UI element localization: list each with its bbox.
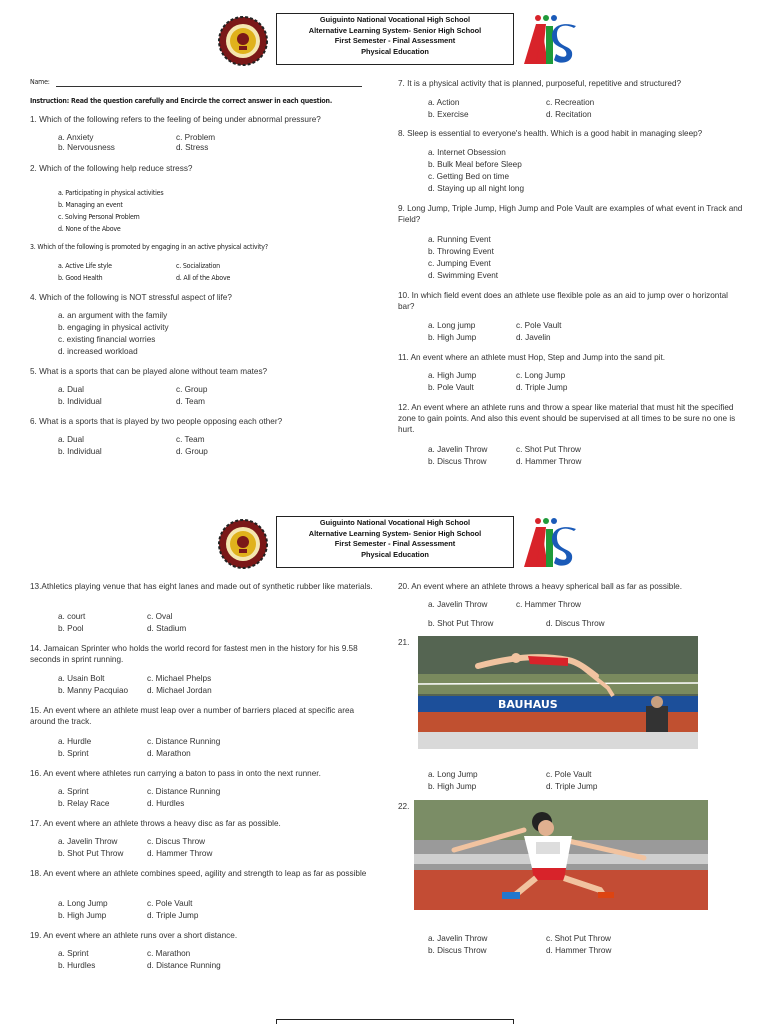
term: First Semester - Final Assessment (334, 36, 456, 46)
q12-option-c[interactable]: c. Shot Put Throw (516, 445, 581, 454)
question-10: 10. In which field event does an athlete use flexible pole as an aid to jump over o horizontal bar? (398, 291, 728, 311)
q8-option-c[interactable]: c. Getting Bed on time (428, 172, 510, 181)
q1-option-a[interactable]: a. Anxiety (58, 133, 94, 142)
question-19: 19. An event where an athlete runs over a short distance. (30, 931, 238, 940)
q14-option-c[interactable]: c. Michael Phelps (147, 674, 212, 683)
instruction: Instruction: Read the question carefully and Encircle the correct answer in each question. (30, 97, 333, 105)
q11-option-d[interactable]: d. Triple Jump (516, 383, 568, 392)
q22-option-c[interactable]: c. Shot Put Throw (546, 934, 611, 943)
q15-option-d[interactable]: d. Marathon (147, 749, 191, 758)
ad-banner-text: BAUHAUS (498, 698, 558, 711)
question-9: 9. Long Jump, Triple Jump, High Jump and Pole Vault are examples of what event in Track and Field? (398, 204, 743, 224)
q14-option-d[interactable]: d. Michael Jordan (147, 686, 212, 695)
question-18: 18. An event where an athlete combines speed, agility and strength to leap as far as possible (30, 869, 367, 878)
q1-option-b[interactable]: b. Nervousness (58, 143, 115, 152)
q21-option-d[interactable]: d. Triple Jump (546, 782, 598, 791)
q21-option-a[interactable]: a. Long Jump (428, 770, 478, 779)
q2-option-b[interactable]: b. Managing an event (58, 201, 123, 209)
question-4: 4. Which of the following is NOT stressful aspect of life? (30, 293, 232, 302)
question-17: 17. An event where an athlete throws a heavy disc as far as possible. (30, 819, 281, 828)
q5-option-c[interactable]: c. Group (176, 385, 208, 394)
q3-option-a[interactable]: a. Active Life style (58, 262, 112, 270)
q2-option-a[interactable]: a. Participating in physical activities (58, 189, 164, 197)
q17-option-c[interactable]: c. Discus Throw (147, 837, 206, 846)
question-8: 8. Sleep is essential to everyone's health. Which is a good habit in managing sleep? (398, 129, 703, 138)
subject-2: Physical Education (361, 549, 429, 559)
page-gap (0, 488, 768, 494)
q22-option-a[interactable]: a. Javelin Throw (428, 934, 488, 943)
q20-option-b[interactable]: b. Shot Put Throw (428, 619, 494, 628)
q3-option-d[interactable]: d. All of the Above (176, 274, 231, 282)
q15-option-a[interactable]: a. Hurdle (58, 737, 92, 746)
q16-option-d[interactable]: d. Hurdles (147, 799, 185, 808)
header-box-2 (276, 516, 514, 568)
q5-option-a[interactable]: a. Dual (58, 385, 84, 394)
q10-option-d[interactable]: d. Javelin (516, 333, 551, 342)
q22-option-d[interactable]: d. Hammer Throw (546, 946, 612, 955)
q7-option-d[interactable]: d. Recitation (546, 110, 592, 119)
school-name: Guiguinto National Vocational High School (319, 15, 471, 24)
q4-option-b[interactable]: b. engaging in physical activity (58, 323, 169, 332)
program-name-2: Alternative Learning System- Senior High School (308, 528, 482, 538)
als-logo (522, 14, 578, 66)
q18-option-d[interactable]: d. Triple Jump (147, 911, 199, 920)
q11-option-c[interactable]: c. Long Jump (516, 371, 566, 380)
q20-option-d[interactable]: d. Discus Throw (546, 619, 605, 628)
q10-option-b[interactable]: b. High Jump (428, 333, 477, 342)
q5-option-b[interactable]: b. Individual (58, 397, 102, 406)
q17-option-b[interactable]: b. Shot Put Throw (58, 849, 124, 858)
q11-option-a[interactable]: a. High Jump (428, 371, 477, 380)
q1-option-c[interactable]: c. Problem (176, 133, 216, 142)
q9-option-d[interactable]: d. Swimming Event (428, 271, 499, 280)
javelin-throw-photo (414, 800, 708, 910)
q17-option-d[interactable]: d. Hammer Throw (147, 849, 213, 858)
subject: Physical Education (361, 46, 429, 56)
q20-option-a[interactable]: a. Javelin Throw (428, 600, 488, 609)
q10-option-c[interactable]: c. Pole Vault (516, 321, 562, 330)
q9-option-c[interactable]: c. Jumping Event (428, 259, 491, 268)
q7-option-a[interactable]: a. Action (428, 98, 460, 107)
q14-option-b[interactable]: b. Manny Pacquiao (58, 686, 129, 695)
q16-option-b[interactable]: b. Relay Race (58, 799, 110, 808)
question-6: 6. What is a sports that is played by two people opposing each other? (30, 417, 283, 426)
q10-option-a[interactable]: a. Long jump (428, 321, 476, 330)
school-name-2: Guiguinto National Vocational High School (319, 518, 471, 527)
q6-option-a[interactable]: a. Dual (58, 435, 84, 444)
q20-option-c[interactable]: c. Hammer Throw (516, 600, 581, 609)
header-box (276, 13, 514, 65)
question-7: 7. It is a physical activity that is planned, purposeful, repetitive and structured? (398, 79, 682, 88)
header-box-3-edge (276, 1019, 514, 1024)
q8-option-a[interactable]: a. Internet Obsession (428, 148, 506, 157)
question-14: 14. Jamaican Sprinter who holds the world record for fastest men in the history for his 9.58 seconds in sprint running. (30, 644, 358, 664)
q17-option-a[interactable]: a. Javelin Throw (58, 837, 118, 846)
question-3: 3. Which of the following is promoted by engaging in an active physical activity? (30, 243, 268, 251)
name-line (56, 86, 362, 87)
q14-option-a[interactable]: a. Usain Bolt (58, 674, 105, 683)
question-15: 15. An event where an athlete must leap over a number of barriers placed at specific area around the track. (30, 706, 355, 726)
q3-option-c[interactable]: c. Socialization (176, 262, 220, 270)
q6-option-b[interactable]: b. Individual (58, 447, 102, 456)
q18-option-b[interactable]: b. High Jump (58, 911, 107, 920)
question-5: 5. What is a sports that can be played alone without team mates? (30, 367, 268, 376)
question-1: 1. Which of the following refers to the feeling of being under abnormal pressure? (30, 115, 321, 124)
q2-option-c[interactable]: c. Solving Personal Problem (58, 213, 140, 221)
question-12: 12. An event where an athlete runs and throw a spear like material that must hit the specified zone to gain points. And also this event should be supervised at all times to be sure no one is hurt. (398, 403, 736, 434)
q15-option-c[interactable]: c. Distance Running (147, 737, 221, 746)
q18-option-a[interactable]: a. Long Jump (58, 899, 108, 908)
q9-option-b[interactable]: b. Throwing Event (428, 247, 494, 256)
q16-option-a[interactable]: a. Sprint (58, 787, 89, 796)
q8-option-b[interactable]: b. Bulk Meal before Sleep (428, 160, 522, 169)
q16-option-c[interactable]: c. Distance Running (147, 787, 221, 796)
school-seal-logo-2 (218, 519, 268, 569)
program-name: Alternative Learning System- Senior High School (308, 25, 482, 35)
q13-option-a[interactable]: a. court (58, 612, 86, 621)
high-jump-photo (418, 636, 698, 749)
q5-option-d[interactable]: d. Team (176, 397, 205, 406)
q21-option-b[interactable]: b. High Jump (428, 782, 477, 791)
question-22-number: 22. (398, 802, 410, 811)
question-13: 13.Athletics playing venue that has eight lanes and made out of synthetic rubber like materials. (30, 582, 373, 591)
q6-option-d[interactable]: d. Group (176, 447, 208, 456)
als-logo-3-dots (530, 1018, 560, 1024)
q15-option-b[interactable]: b. Sprint (58, 749, 89, 758)
q4-option-a[interactable]: a. an argument with the family (58, 311, 168, 320)
q12-option-d[interactable]: d. Hammer Throw (516, 457, 582, 466)
q22-option-b[interactable]: b. Discus Throw (428, 946, 487, 955)
q13-option-d[interactable]: d. Stadium (147, 624, 187, 633)
q12-option-a[interactable]: a. Javelin Throw (428, 445, 488, 454)
q4-option-d[interactable]: d. increased workload (58, 347, 138, 356)
school-seal-logo (218, 16, 268, 66)
q4-option-c[interactable]: c. existing financial worries (58, 335, 156, 344)
q11-option-b[interactable]: b. Pole Vault (428, 383, 474, 392)
question-11: 11. An event where an athlete must Hop, Step and Jump into the sand pit. (398, 353, 666, 362)
q19-option-b[interactable]: b. Hurdles (58, 961, 96, 970)
q12-option-b[interactable]: b. Discus Throw (428, 457, 487, 466)
q8-option-d[interactable]: d. Staying up all night long (428, 184, 525, 193)
question-2: 2. Which of the following help reduce stress? (30, 164, 193, 173)
q6-option-c[interactable]: c. Team (176, 435, 205, 444)
question-16: 16. An event where athletes run carrying a baton to pass in onto the next runner. (30, 769, 321, 778)
q18-option-c[interactable]: c. Pole Vault (147, 899, 193, 908)
q19-option-c[interactable]: c. Marathon (147, 949, 191, 958)
q1-option-d[interactable]: d. Stress (176, 143, 209, 152)
q2-option-d[interactable]: d. None of the Above (58, 225, 121, 233)
q19-option-d[interactable]: d. Distance Running (147, 961, 221, 970)
q7-option-b[interactable]: b. Exercise (428, 110, 469, 119)
q7-option-c[interactable]: c. Recreation (546, 98, 595, 107)
school-seal-logo-3 (230, 1019, 250, 1024)
question-21-number: 21. (398, 638, 410, 647)
q3-option-b[interactable]: b. Good Health (58, 274, 103, 282)
q13-option-c[interactable]: c. Oval (147, 612, 173, 621)
question-20: 20. An event where an athlete throws a heavy spherical ball as far as possible. (398, 582, 682, 591)
q21-option-c[interactable]: c. Pole Vault (546, 770, 592, 779)
q13-option-b[interactable]: b. Pool (58, 624, 84, 633)
als-logo-2 (522, 517, 578, 569)
q9-option-a[interactable]: a. Running Event (428, 235, 491, 244)
q19-option-a[interactable]: a. Sprint (58, 949, 89, 958)
term-2: First Semester - Final Assessment (334, 539, 456, 549)
name-label: Name: (30, 78, 50, 86)
